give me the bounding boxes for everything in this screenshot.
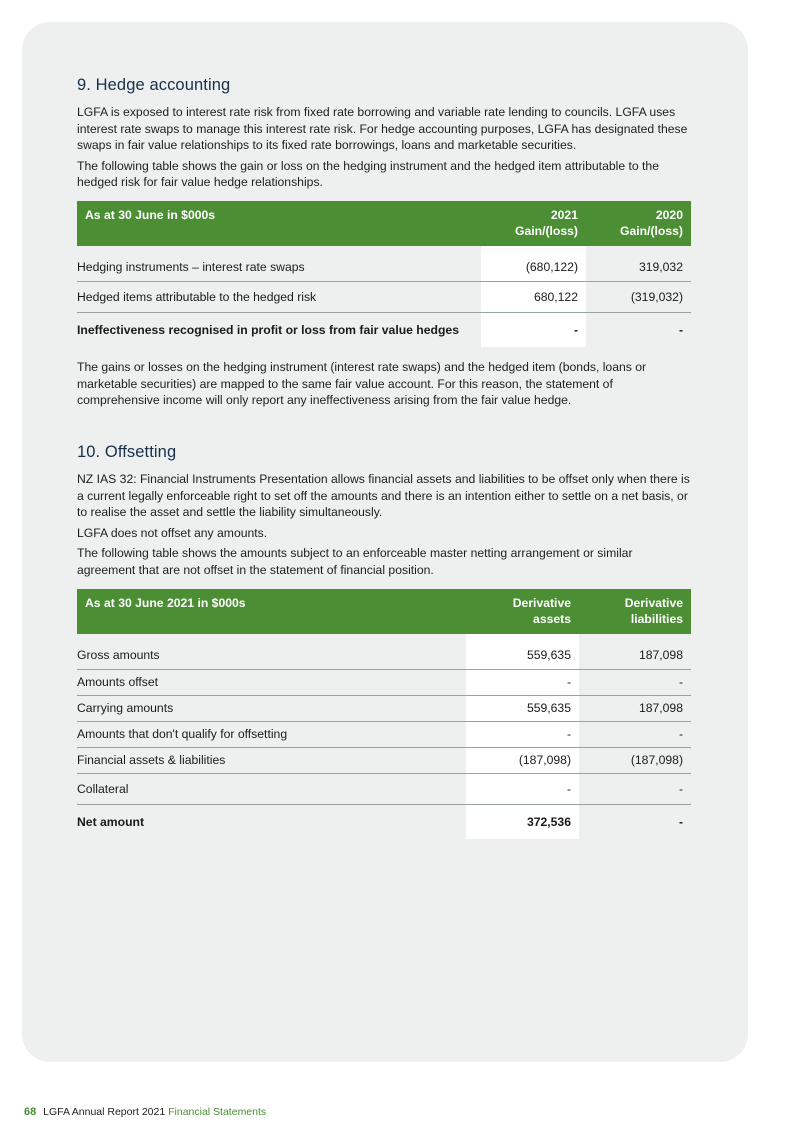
table-header-label: As at 30 June in $000s	[77, 201, 481, 246]
hedge-table	[77, 201, 691, 347]
header-line: Derivative	[624, 595, 683, 610]
row-value: -	[579, 773, 691, 804]
paragraph: The following table shows the gain or loss on the hedging instrument and the hedged item attributable to the hedged risk for fair value hedge relationships.	[77, 158, 659, 190]
section-title: Financial Statements	[168, 1106, 267, 1118]
row-value: -	[466, 669, 579, 695]
row-label: Carrying amounts	[77, 695, 466, 721]
row-value: (187,098)	[466, 747, 579, 773]
paragraph: The gains or losses on the hedging instrument (interest rate swaps) and the hedged item (bonds, loans or marketable securities) are mapped to the same fair value account. For this reason, the statement of comprehensive income will only report any ineffectiveness arising from the fair value hedge.	[77, 359, 647, 408]
table-row	[77, 634, 691, 670]
header-line: liabilities	[630, 611, 683, 626]
row-label: Amounts offset	[77, 669, 466, 695]
section-hedge-accounting	[77, 76, 691, 409]
row-label: Ineffectiveness recognised in profit or loss from fair value hedges	[77, 322, 459, 337]
table-total-row	[77, 804, 691, 839]
row-value: 680,122	[481, 281, 586, 312]
section-offsetting	[77, 443, 691, 839]
header-line: assets	[533, 611, 571, 626]
row-value: 559,635	[466, 695, 579, 721]
paragraph: The following table shows the amounts subject to an enforceable master netting arrangement or similar agreement that are not offset in the statement of financial position.	[77, 546, 633, 577]
row-label: Net amount	[77, 814, 145, 829]
row-value: (680,122)	[481, 246, 586, 282]
row-value: -	[466, 721, 579, 747]
header-sub: Gain/(loss)	[515, 223, 578, 238]
row-value: 187,098	[579, 634, 691, 670]
page-number: 68	[24, 1106, 37, 1118]
table-row	[77, 747, 691, 773]
row-label: Collateral	[77, 773, 466, 804]
table-row	[77, 695, 691, 721]
row-label: Financial assets & liabilities	[77, 747, 466, 773]
section-heading: 10. Offsetting	[77, 443, 177, 461]
table-row	[77, 281, 691, 312]
row-value: -	[678, 814, 683, 829]
row-value: -	[579, 669, 691, 695]
row-label: Amounts that don't qualify for offsetting	[77, 721, 466, 747]
page-footer	[24, 1106, 266, 1118]
row-value: -	[466, 773, 579, 804]
table-row	[77, 246, 691, 282]
header-line: Derivative	[512, 595, 571, 610]
table-header-col	[481, 201, 586, 246]
table-header-col	[586, 201, 691, 246]
row-value: 372,536	[466, 804, 579, 839]
table-header-label: As at 30 June 2021 in $000s	[77, 589, 466, 634]
section-heading: 9. Hedge accounting	[77, 76, 231, 94]
row-label: Gross amounts	[77, 634, 466, 670]
row-value: -	[481, 312, 586, 347]
table-header-row	[77, 589, 691, 634]
row-value: 559,635	[466, 634, 579, 670]
table-total-row	[77, 312, 691, 347]
header-year: 2021	[550, 207, 578, 222]
row-value: 319,032	[586, 246, 691, 282]
header-sub: Gain/(loss)	[620, 223, 683, 238]
row-value: -	[579, 721, 691, 747]
paragraph: LGFA is exposed to interest rate risk from fixed rate borrowing and variable rate lending to councils. LGFA uses interest rate swaps to manage this interest rate risk. For hedge accounting purposes, LGFA has designated these swaps in fair value relationships to its fixed rate borrowings, loans and marketable securities.	[77, 105, 688, 153]
row-label: Hedging instruments – interest rate swaps	[77, 246, 481, 282]
row-value: -	[678, 322, 683, 337]
row-label: Hedged items attributable to the hedged risk	[77, 281, 481, 312]
report-title: LGFA Annual Report 2021	[43, 1106, 166, 1118]
paragraph: NZ IAS 32: Financial Instruments Presentation allows financial assets and liabilities to be offset only when there is a current legally enforceable right to set off the amounts and there is an intention either to settle on a net basis, or to realise the asset and settle the liability simultaneously.	[77, 472, 690, 520]
table-header-col	[466, 589, 579, 634]
table-row	[77, 669, 691, 695]
row-value: (319,032)	[586, 281, 691, 312]
table-header-col	[579, 589, 691, 634]
paragraph: LGFA does not offset any amounts.	[77, 525, 268, 540]
table-header-row	[77, 201, 691, 246]
row-value: 187,098	[579, 695, 691, 721]
offsetting-table	[77, 589, 691, 839]
row-value: (187,098)	[579, 747, 691, 773]
header-year: 2020	[655, 207, 683, 222]
table-row	[77, 721, 691, 747]
table-row	[77, 773, 691, 804]
